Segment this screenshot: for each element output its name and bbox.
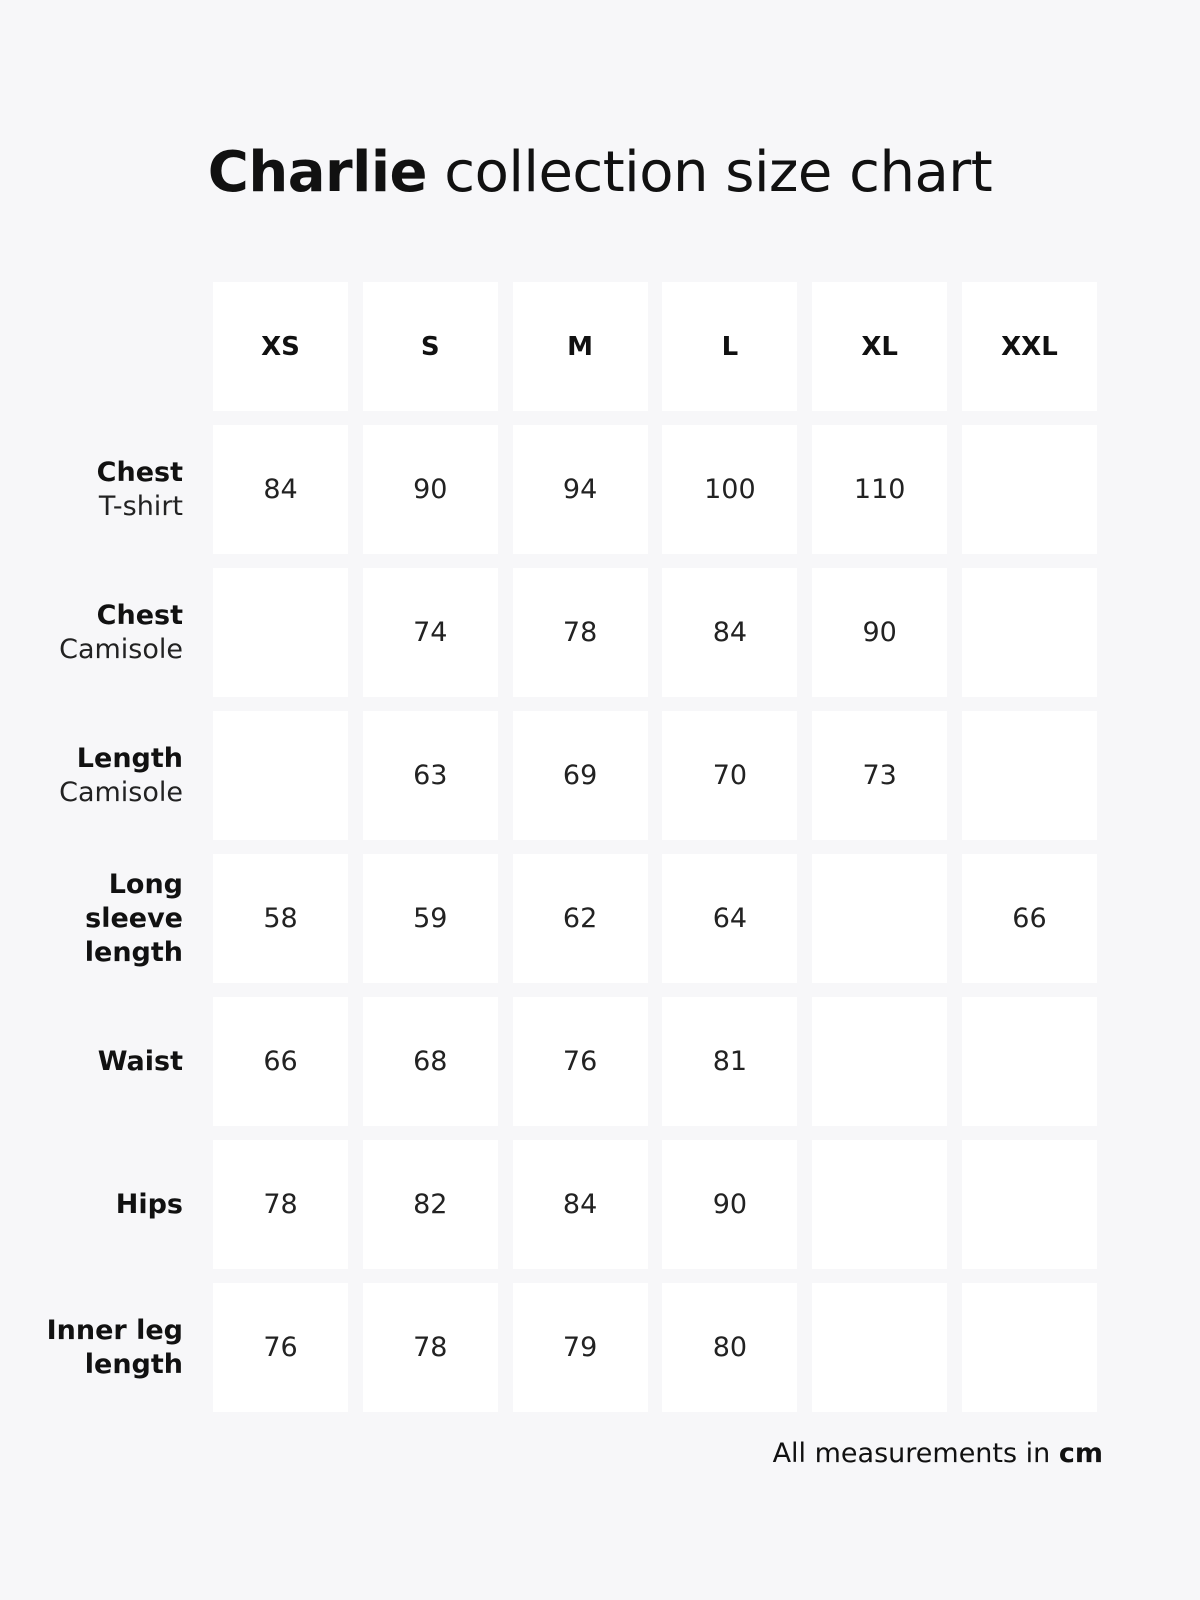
table-cell: 90 (812, 568, 947, 697)
table-cell: 59 (363, 854, 498, 983)
row-labels (20, 425, 183, 1412)
table-cell: 110 (812, 425, 947, 554)
table-cell: 74 (363, 568, 498, 697)
row-label-main: Chest (96, 456, 183, 488)
table-cell: 84 (213, 425, 348, 554)
row-label-main: Waist (97, 1045, 183, 1077)
row-label (20, 997, 183, 1126)
table-cell (962, 568, 1097, 697)
size-table (213, 282, 1097, 1412)
table-cell (812, 854, 947, 983)
row-label-main: Long sleeve length (84, 868, 183, 968)
table-cell: 70 (662, 711, 797, 840)
table-cell: 94 (513, 425, 648, 554)
table-cell: 84 (513, 1140, 648, 1269)
size-header-xxl: XXL (962, 282, 1097, 411)
page-title (0, 138, 1200, 208)
table-cell: 76 (513, 997, 648, 1126)
size-header-xl: XL (812, 282, 947, 411)
measurement-note-text: All measurements in (772, 1438, 1059, 1469)
row-label-main: Inner leg length (46, 1314, 183, 1380)
table-cell (962, 1140, 1097, 1269)
table-cell (962, 997, 1097, 1126)
table-cell (812, 997, 947, 1126)
table-cell: 90 (363, 425, 498, 554)
table-cell: 79 (513, 1283, 648, 1412)
row-label (20, 854, 183, 983)
table-cell: 80 (662, 1283, 797, 1412)
table-cell: 66 (213, 997, 348, 1126)
table-cell: 82 (363, 1140, 498, 1269)
table-cell (812, 1283, 947, 1412)
table-cell: 78 (213, 1140, 348, 1269)
row-label (20, 1140, 183, 1269)
table-cell: 63 (363, 711, 498, 840)
table-cell: 62 (513, 854, 648, 983)
table-cell (962, 1283, 1097, 1412)
row-label-main: Chest (96, 599, 183, 631)
table-cell: 81 (662, 997, 797, 1126)
table-cell: 73 (812, 711, 947, 840)
table-cell: 78 (363, 1283, 498, 1412)
title-brand: Charlie (207, 140, 427, 205)
table-cell: 68 (363, 997, 498, 1126)
row-label-sub: Camisole (59, 633, 183, 665)
size-header-s: S (363, 282, 498, 411)
table-cell: 64 (662, 854, 797, 983)
row-label-main: Hips (115, 1188, 183, 1220)
row-label (20, 425, 183, 554)
table-cell: 66 (962, 854, 1097, 983)
table-cell (962, 425, 1097, 554)
table-cell: 69 (513, 711, 648, 840)
table-cell: 84 (662, 568, 797, 697)
title-rest: collection size chart (427, 140, 993, 205)
row-label (20, 1283, 183, 1412)
row-label-sub: T-shirt (98, 490, 183, 522)
size-header-m: M (513, 282, 648, 411)
table-cell: 90 (662, 1140, 797, 1269)
table-cell: 100 (662, 425, 797, 554)
table-cell (962, 711, 1097, 840)
table-cell (213, 711, 348, 840)
row-label-sub: Camisole (59, 776, 183, 808)
table-cell (812, 1140, 947, 1269)
table-cell: 76 (213, 1283, 348, 1412)
size-header-xs: XS (213, 282, 348, 411)
row-label (20, 568, 183, 697)
size-header-l: L (662, 282, 797, 411)
table-cell: 78 (513, 568, 648, 697)
table-cell (213, 568, 348, 697)
row-label-main: Length (76, 742, 183, 774)
measurement-note (773, 1438, 1103, 1469)
measurement-unit: cm (1058, 1438, 1103, 1469)
table-cell: 58 (213, 854, 348, 983)
row-label (20, 711, 183, 840)
